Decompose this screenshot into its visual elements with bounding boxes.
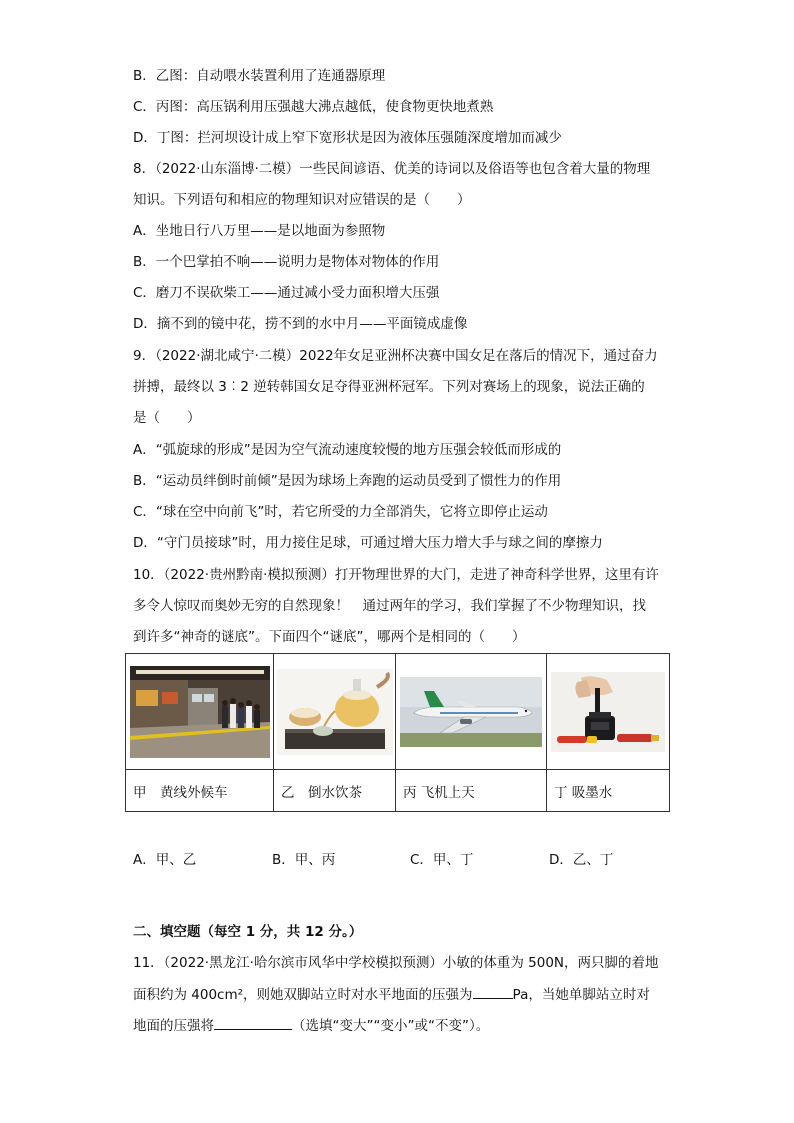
q9-option-b: B．“运动员绊倒时前倾”是因为球场上奔跑的运动员受到了惯性力的作用: [133, 473, 562, 489]
q11-stem-line-3: [133, 1015, 489, 1036]
q8-option-c: C．磨刀不误砍柴工——通过减小受力面积增大压强: [133, 285, 440, 301]
fountain-pen-ink-photo: [551, 672, 665, 752]
q11-stem-2a: 面积约为 400cm²，则她双脚站立时对水平地面的压强为: [133, 987, 473, 1003]
q8-stem-line-1: 8．（2022·山东淄博·二模）一些民间谚语、优美的诗词以及俗语等也包含着大量的物理: [133, 161, 651, 177]
q10-stem-line-2: 多令人惊叹而奥妙无穷的自然现象！ 通过两年的学习，我们掌握了不少物理知识，找: [133, 598, 646, 614]
q10-option-c: C．甲、丁: [410, 852, 474, 868]
q11-stem-2b: Pa，当她单脚站立时对: [512, 987, 650, 1003]
q8-option-d: D．摘不到的镜中花，捞不到的水中月——平面镜成虚像: [133, 316, 468, 332]
q11-stem-line-1: 11．（2022·黑龙江·哈尔滨市风华中学校模拟预测）小敏的体重为 500N，两只脚的着地: [133, 955, 659, 971]
q9-stem-line-1: 9．（2022·湖北咸宁·二模）2022年女足亚洲杯决赛中国女足在落后的情况下，通过奋力: [133, 348, 658, 364]
q10-option-a: A．甲、乙: [133, 852, 197, 868]
q11-stem-line-2: [133, 984, 650, 1005]
figure-cell-bing: [396, 654, 547, 770]
q11-stem-3a: 地面的压强将: [133, 1018, 214, 1034]
q11-stem-3b: （选填“变大”“变小”或“不变”）。: [292, 1018, 490, 1034]
pouring-tea-photo: [277, 669, 393, 755]
caption-jia: 甲 黄线外候车: [126, 770, 274, 812]
figure-cell-ding: [547, 654, 670, 770]
section-title: 二、填空题（每空 1 分，共 12 分。）: [133, 924, 363, 940]
caption-yi: 乙 倒水饮茶: [274, 770, 396, 812]
q8-option-a: A．坐地日行八万里——是以地面为参照物: [133, 223, 386, 239]
q9-option-c: C．“球在空中向前飞”时，若它所受的力全部消失，它将立即停止运动: [133, 504, 548, 520]
answer-blank-2[interactable]: [214, 1015, 292, 1030]
q8-option-b: B．一个巴掌拍不响——说明力是物体对物体的作用: [133, 254, 440, 270]
subway-platform-photo: [130, 666, 270, 758]
q10-option-b: B．甲、丙: [272, 852, 336, 868]
airplane-photo: [400, 677, 542, 747]
caption-ding: 丁 吸墨水: [547, 770, 670, 812]
caption-bing: 丙 飞机上天: [396, 770, 547, 812]
q10-option-d: D．乙、丁: [549, 852, 614, 868]
figure-cell-yi: [274, 654, 396, 770]
q9-stem-line-2: 拼搏，最终以 3︰2 逆转韩国女足夺得亚洲杯冠军。下列对赛场上的现象，说法正确的: [133, 379, 645, 395]
q9-stem-line-3: 是（ ）: [133, 410, 201, 426]
q10-options: [133, 848, 673, 868]
q10-stem-line-3: 到许多“神奇的谜底”。下面四个“谜底”，哪两个是相同的（ ）: [133, 629, 526, 645]
answer-blank-1[interactable]: [473, 984, 513, 999]
figure-cell-jia: [126, 654, 274, 770]
q10-stem-line-1: 10．（2022·贵州黔南·模拟预测）打开物理世界的大门，走进了神奇科学世界，这里有许: [133, 567, 659, 583]
q7-option-b: B．乙图：自动喂水装置利用了连通器原理: [133, 68, 386, 84]
q7-option-d: D．丁图：拦河坝设计成上窄下宽形状是因为液体压强随深度增加而减少: [133, 130, 562, 146]
q10-figure-table: [125, 653, 670, 812]
q9-option-d: D．“守门员接球”时，用力接住足球，可通过增大压力增大手与球之间的摩擦力: [133, 535, 603, 551]
q9-option-a: A．“弧旋球的形成”是因为空气流动速度较慢的地方压强会较低而形成的: [133, 442, 562, 458]
q7-option-c: C．丙图：高压锅利用压强越大沸点越低，使食物更快地煮熟: [133, 99, 494, 115]
q8-stem-line-2: 知识。下列语句和相应的物理知识对应错误的是（ ）: [133, 192, 471, 208]
